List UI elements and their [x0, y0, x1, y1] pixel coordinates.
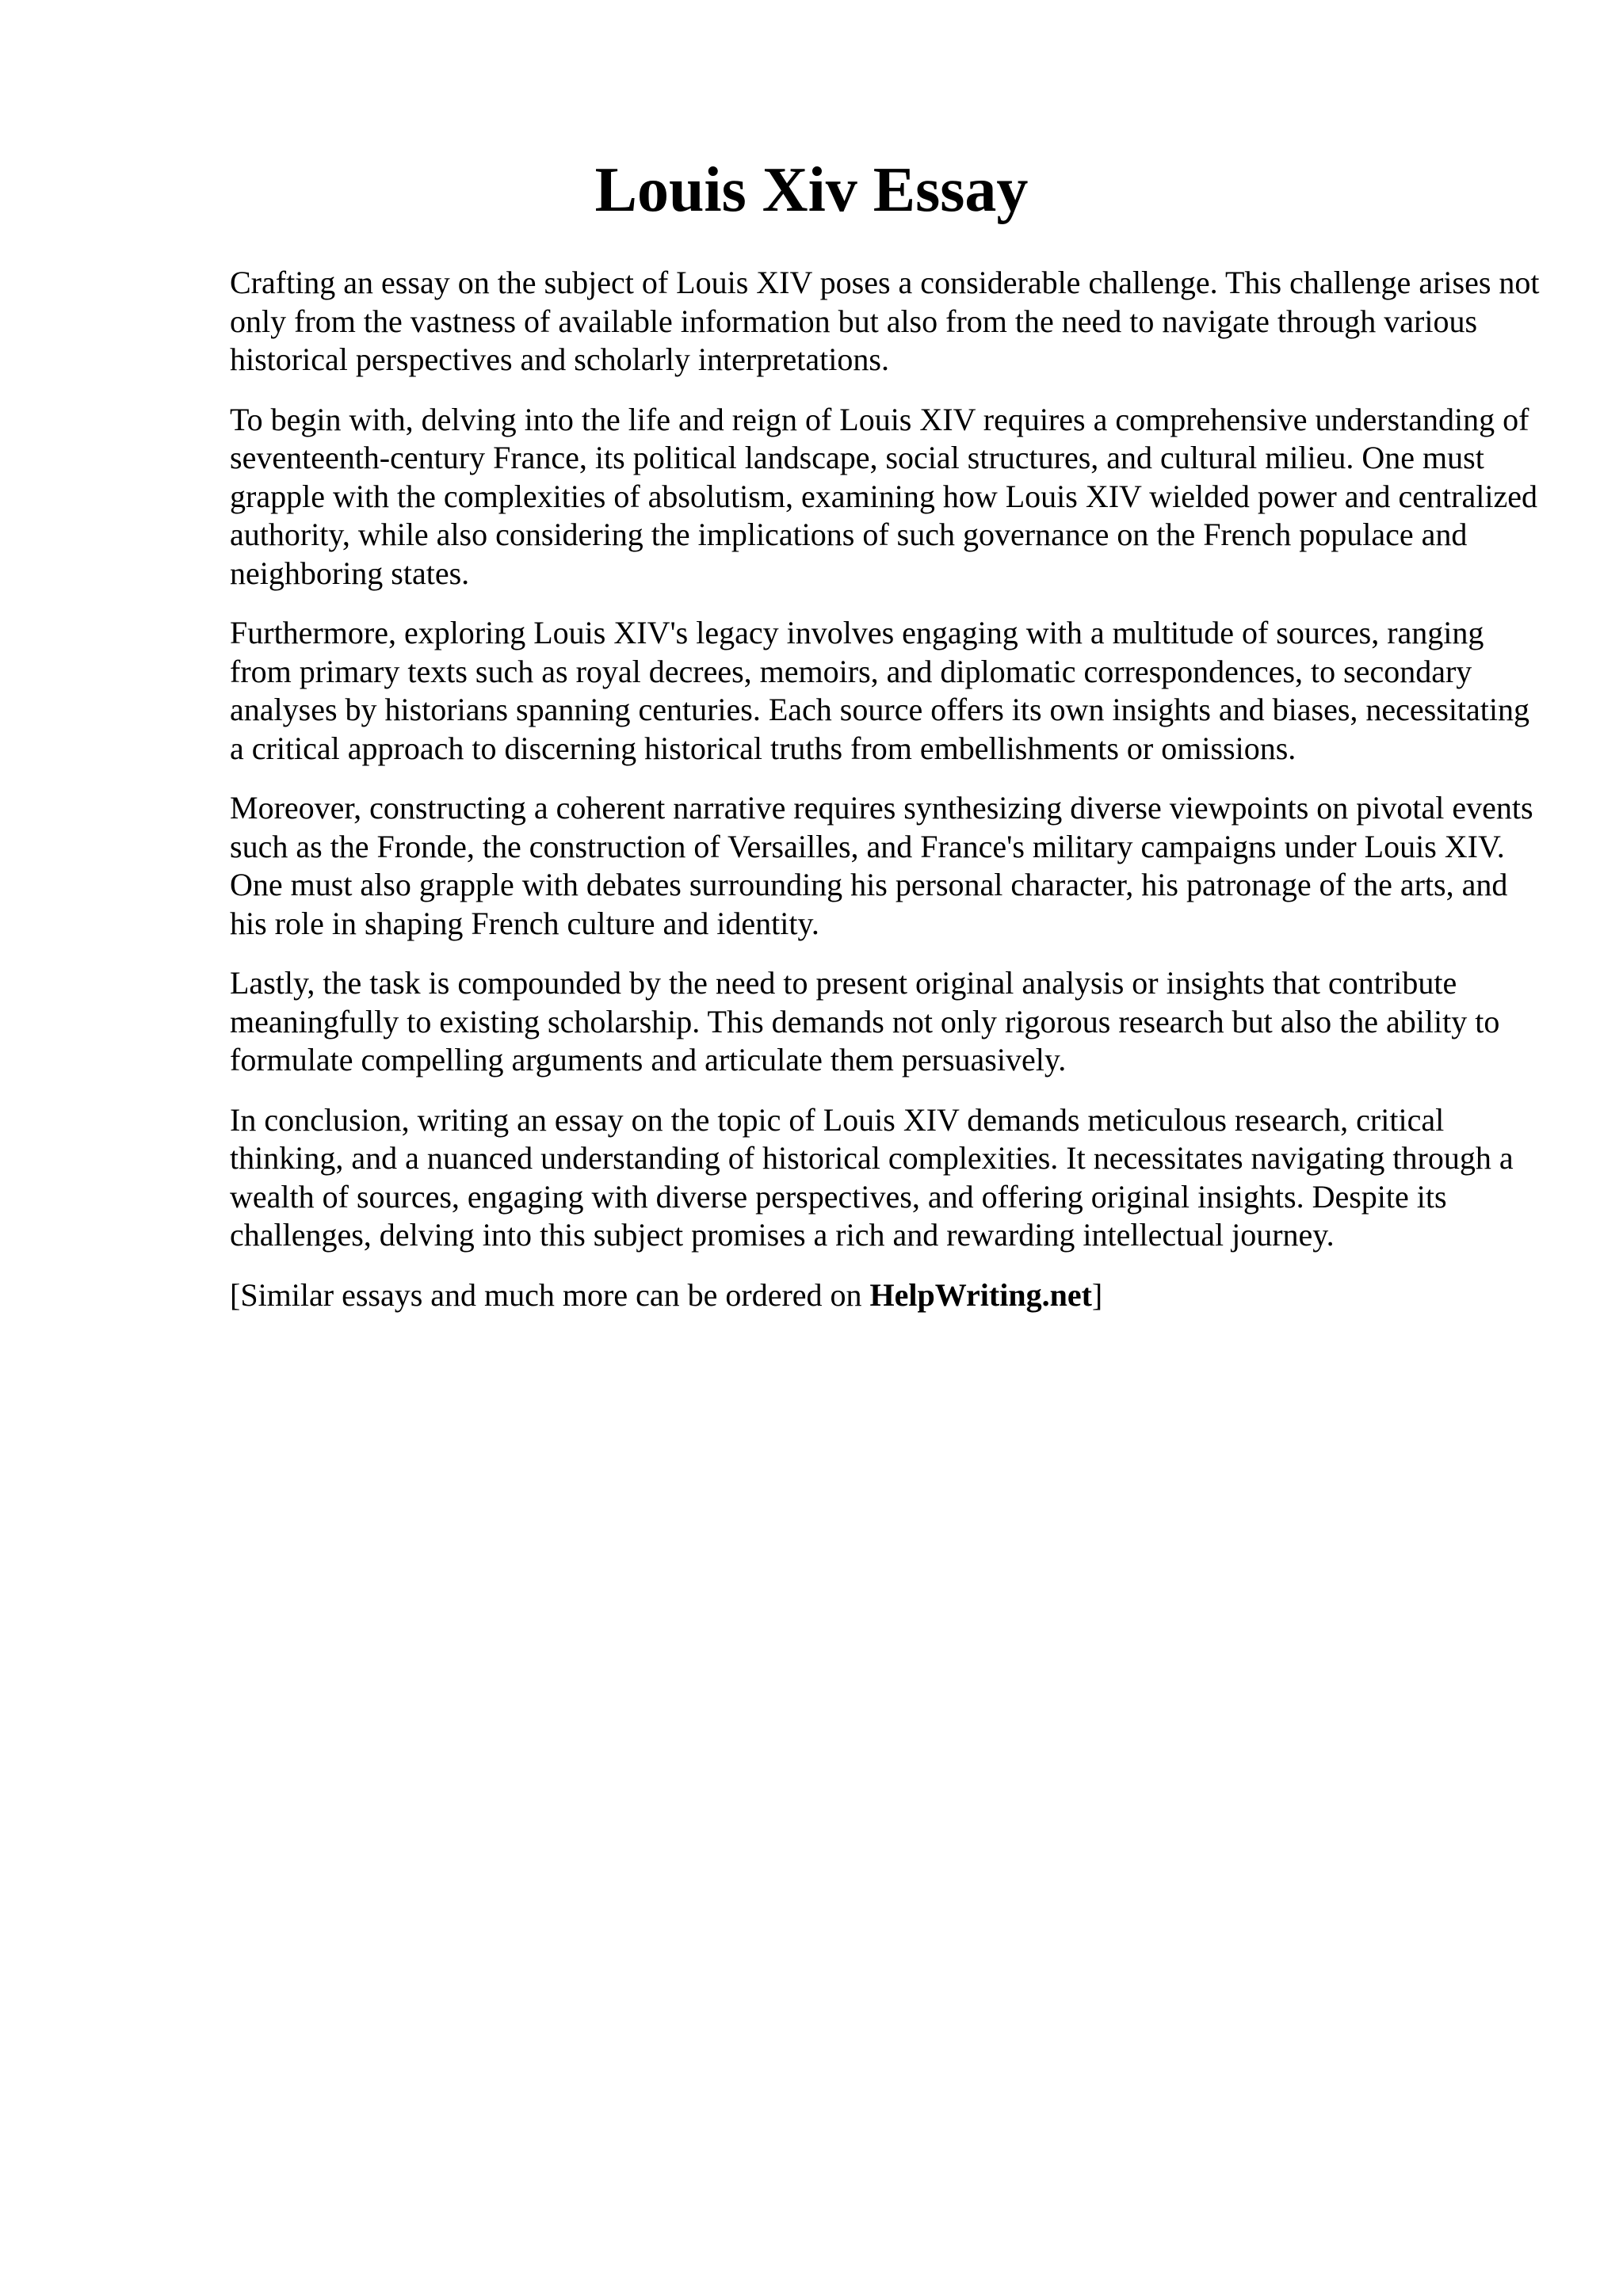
helpwriting-site-name: HelpWriting.net [869, 1276, 1092, 1313]
paragraph-sources: Furthermore, exploring Louis XIV's legacy involves engaging with a multitude of sources, ranging from primary texts such as royal decrees, memoirs, and diplomatic correspondences, to secondary analyses by historians spanning centuries. Each source offers its own insights and biases, necessitating a critical approach to discerning historical truths from embellishments or omissions. [230, 615, 1530, 766]
paragraph-intro: Crafting an essay on the subject of Louis XIV poses a considerable challenge. This challenge arises not only from the vastness of available information but also from the need to navigate through various historical perspectives and scholarly interpretations. [230, 265, 1540, 377]
order-notice-suffix: ] [1091, 1276, 1103, 1313]
paragraph-context: To begin with, delving into the life and reign of Louis XIV requires a comprehensive understanding of seventeenth-century France, its political landscape, social structures, and cultural milieu. One must grapple with the complexities of absolutism, examining how Louis XIV wielded power and centralized authority, while also considering the implications of such governance on the French populace and neighboring states. [230, 401, 1537, 591]
order-notice-prefix: [Similar essays and much more can be ordered on [230, 1276, 870, 1313]
essay-body [230, 264, 1545, 1314]
paragraph-narrative: Moreover, constructing a coherent narrative requires synthesizing diverse viewpoints on pivotal events such as the Fronde, the construction of Versailles, and France's military campaigns under Louis XIV. One must also grapple with debates surrounding his personal character, his patronage of the arts, and his role in shaping French culture and identity. [230, 790, 1533, 941]
paragraph-conclusion: In conclusion, writing an essay on the topic of Louis XIV demands meticulous research, critical thinking, and a nuanced understanding of historical complexities. It necessitates navigating through a wealth of sources, engaging with diverse perspectives, and offering original insights. Despite its challenges, delving into this subject promises a rich and rewarding intellectual journey. [230, 1101, 1514, 1253]
document-title: Louis Xiv Essay [594, 155, 1029, 225]
order-notice [230, 1276, 1545, 1315]
paragraph-analysis: Lastly, the task is compounded by the need to present original analysis or insights that contribute meaningfully to existing scholarship. This demands not only rigorous research but also the ability to formulate compelling arguments and articulate them persuasively. [230, 965, 1500, 1077]
